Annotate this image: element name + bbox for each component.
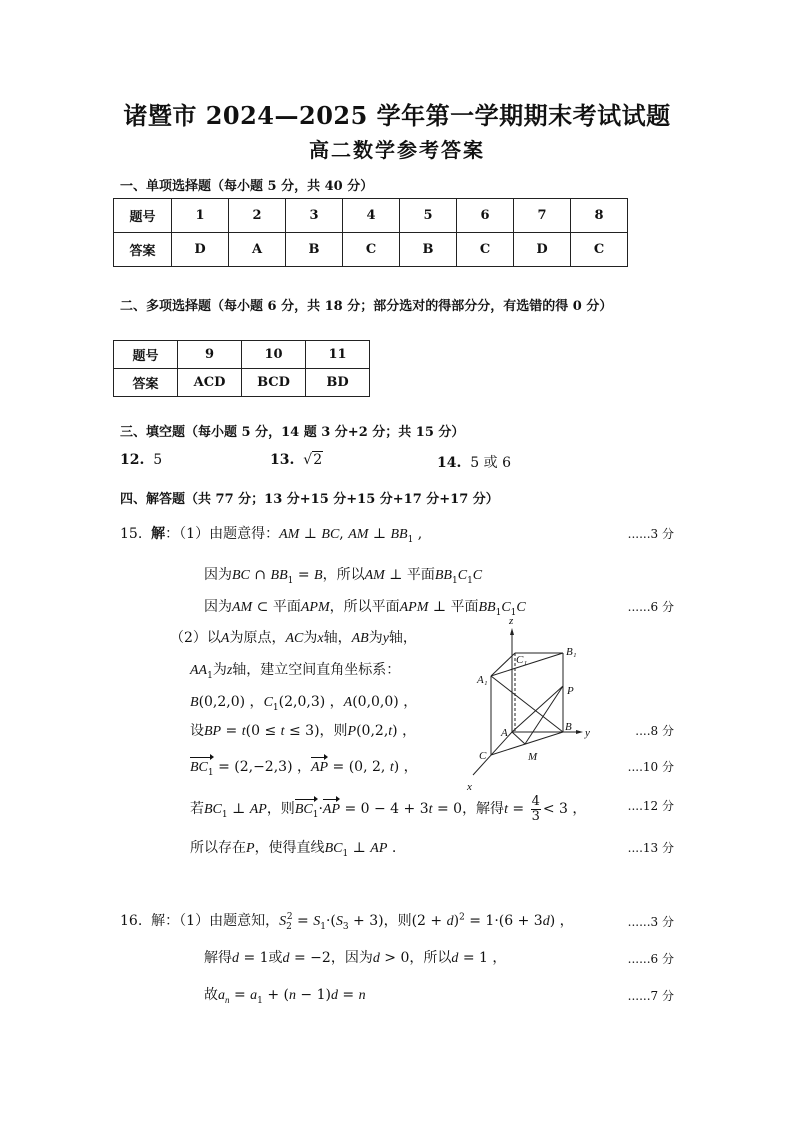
q15-text: 为 xyxy=(212,662,227,678)
table-row-numbers xyxy=(114,199,628,233)
answer-cell: BCD xyxy=(242,369,306,397)
q15-label: 15. xyxy=(120,526,143,542)
q15-text: 因为 xyxy=(204,599,232,615)
q15-points-5: ....12 分 xyxy=(627,799,674,813)
question-number: 2 xyxy=(229,199,286,233)
q15-line7: 设BP = t(0 ≤ t ≤ 3)，则P(0,2,t) ， xyxy=(190,723,417,739)
question-number: 8 xyxy=(571,199,628,233)
figure-label: C xyxy=(479,750,487,762)
q15-line10: 所以存在P，使得直线$BC_1$ ⊥ AP . xyxy=(190,840,397,859)
answer-cell: C xyxy=(343,233,400,267)
question-number: 5 xyxy=(400,199,457,233)
page-subtitle: 高二数学参考答案 xyxy=(309,138,485,162)
row-label: 答案 xyxy=(114,369,178,397)
q15-text: ，所以平面 xyxy=(329,599,400,615)
figure-label: M xyxy=(528,751,538,763)
row-label: 题号 xyxy=(114,341,178,369)
figure-label: B xyxy=(565,721,572,733)
figure-label: P xyxy=(567,685,574,697)
answer-cell: B xyxy=(400,233,457,267)
table-row-answers xyxy=(114,369,370,397)
q13-label: 13. xyxy=(270,452,295,468)
question-number: 10 xyxy=(242,341,306,369)
q15-points-1: ......3 分 xyxy=(627,527,674,541)
edge-A1B xyxy=(491,676,563,732)
q15-text: 平面 xyxy=(272,599,301,615)
q12-answer: 5 xyxy=(153,452,163,468)
q15-text: 为 xyxy=(368,630,383,646)
q15-text: 平面 xyxy=(406,567,435,583)
section1-heading: 一、单项选择题（每小题 5 分，共 40 分） xyxy=(120,179,374,194)
answer-cell: A xyxy=(229,233,286,267)
q15-points-4: ....10 分 xyxy=(627,760,674,774)
answer-cell: B xyxy=(286,233,343,267)
q15-line8: $BC_1 = (2,-2,3)$ ，AP = (0, 2, t) ， xyxy=(190,759,418,778)
q15-line4: （2）以A为原点，AC为x轴，AB为y轴， xyxy=(170,630,417,646)
q15-line9: 若$BC_1$ ⊥ AP，则$BC_1\cdot AP = 0 - 4 + 3t = 0$，解得t = $\frac{4}{3}$ < 3 ， xyxy=(190,794,587,824)
q16-text: ：（1）由题意知， xyxy=(165,913,280,929)
q15-points-3: ....8 分 xyxy=(635,724,674,738)
q13-answer-line xyxy=(270,452,323,468)
q15-part1-text: （1）由题意得： xyxy=(179,526,280,542)
section4-heading: 四、解答题（共 77 分；13 分+15 分+15 分+17 分+17 分） xyxy=(120,492,499,507)
question-number: 4 xyxy=(343,199,400,233)
q16-line3: 故$a_n = a_1 + (n - 1)d = n$ xyxy=(204,987,366,1006)
section2-heading: 二、多项选择题（每小题 6 分，共 18 分；部分选对的得部分分，有选错的得 0 分） xyxy=(120,299,613,314)
q13-answer: √2 xyxy=(303,452,323,468)
q15-text: 轴， xyxy=(388,630,417,646)
q15-text: 轴，建立空间直角坐标系： xyxy=(232,662,401,678)
q16-solve: 解 xyxy=(151,913,166,929)
q15-solve: 解 xyxy=(151,526,166,542)
section3-heading: 三、填空题（每小题 5 分，14 题 3 分+2 分；共 15 分） xyxy=(120,425,465,440)
q16-text: 解得 xyxy=(204,950,232,966)
q15-text: 平面 xyxy=(450,599,479,615)
q13-radicand: 2 xyxy=(313,452,323,468)
segment-AM xyxy=(512,732,525,744)
q15-text: （2）以 xyxy=(170,630,221,646)
answer-cell: C xyxy=(457,233,514,267)
table-row-numbers xyxy=(114,341,370,369)
q16-text: 或 xyxy=(268,950,283,966)
figure-label: z xyxy=(509,615,514,627)
section1-table xyxy=(113,198,628,267)
prism-coordinate-figure xyxy=(455,612,605,792)
q15-text: 为原点， xyxy=(229,630,286,646)
figure-label: y xyxy=(585,727,590,739)
q14-answer-line xyxy=(437,452,511,472)
answer-cell: D xyxy=(514,233,571,267)
figure-label: B₁ xyxy=(566,646,577,658)
figure-label: A₁ xyxy=(477,674,488,686)
q15-line1: 15. 解：（1）由题意得：AM ⊥ BC, AM ⊥ $BB_1$ , xyxy=(120,526,423,545)
q16-text: ，因为 xyxy=(330,950,373,966)
q16-points-2: ......6 分 xyxy=(627,952,674,966)
question-number: 1 xyxy=(172,199,229,233)
q16-label: 16. xyxy=(120,913,143,929)
answer-cell: D xyxy=(172,233,229,267)
question-number: 3 xyxy=(286,199,343,233)
q15-points-2: ......6 分 xyxy=(627,600,674,614)
q16-line2: 解得d = 1或d = −2，因为d > 0，所以d = 1 ， xyxy=(204,950,507,966)
q16-text: ，所以 xyxy=(409,950,452,966)
q15-text: ，则 xyxy=(319,723,348,739)
q15-text: 所以存在 xyxy=(190,840,246,856)
figure-label: x xyxy=(467,781,472,792)
row-label: 答案 xyxy=(114,233,172,267)
q16-points-3: ......7 分 xyxy=(627,989,674,1003)
question-number: 9 xyxy=(178,341,242,369)
y-arrow-icon xyxy=(576,730,583,734)
answer-cell: ACD xyxy=(178,369,242,397)
z-arrow-icon xyxy=(510,628,514,635)
q15-text: 为 xyxy=(303,630,318,646)
q15-line6: B(0,2,0) ，$C_1(2,0,3)$ ，A(0,0,0) ， xyxy=(190,694,418,713)
q15-text: 因为 xyxy=(204,567,232,583)
q15-text: ，使得直线 xyxy=(254,840,325,856)
q15-text: 轴， xyxy=(323,630,352,646)
q16-line1: 16. 解：（1）由题意知，$S_2^2 = S_1\cdot(S_3 + 3)$，则$(2 + d)^2 = 1\cdot(6 + 3d)$ ， xyxy=(120,912,574,932)
q15-line2: 因为BC ∩ $BB_1 = B$，所以AM ⊥ 平面$BB_1C_1C$ xyxy=(204,567,483,586)
q12-label: 12. xyxy=(120,452,145,468)
row-label: 题号 xyxy=(114,199,172,233)
answer-cell: C xyxy=(571,233,628,267)
figure-label: A xyxy=(501,727,508,739)
q14-answer: 5 或 6 xyxy=(470,455,511,471)
q15-line3: 因为AM ⊂ 平面APM，所以平面APM ⊥ 平面$BB_1C_1C$ xyxy=(204,599,526,618)
q15-text: 若 xyxy=(190,801,204,818)
figure-label: C₁ xyxy=(516,654,528,666)
q14-label: 14. xyxy=(437,455,462,471)
section2-table xyxy=(113,340,370,397)
q15-line5: $AA_1$为z轴，建立空间直角坐标系： xyxy=(190,662,401,681)
q16-points-1: ......3 分 xyxy=(627,915,674,929)
question-number: 6 xyxy=(457,199,514,233)
q15-text: 设 xyxy=(190,723,204,739)
q16-text: 故 xyxy=(204,987,218,1003)
table-row-answers xyxy=(114,233,628,267)
q15-points-6: ....13 分 xyxy=(627,841,674,855)
answer-cell: BD xyxy=(306,369,370,397)
q15-text: ，则 xyxy=(266,801,295,818)
q12-answer-line xyxy=(120,452,162,468)
question-number: 11 xyxy=(306,341,370,369)
q15-text: ，所以 xyxy=(322,567,365,583)
question-number: 7 xyxy=(514,199,571,233)
q16-text: ，则 xyxy=(383,913,412,929)
q15-text: ，解得 xyxy=(462,801,505,818)
page-title: 诸暨市 2024—2025 学年第一学期期末考试试题 xyxy=(123,101,671,130)
